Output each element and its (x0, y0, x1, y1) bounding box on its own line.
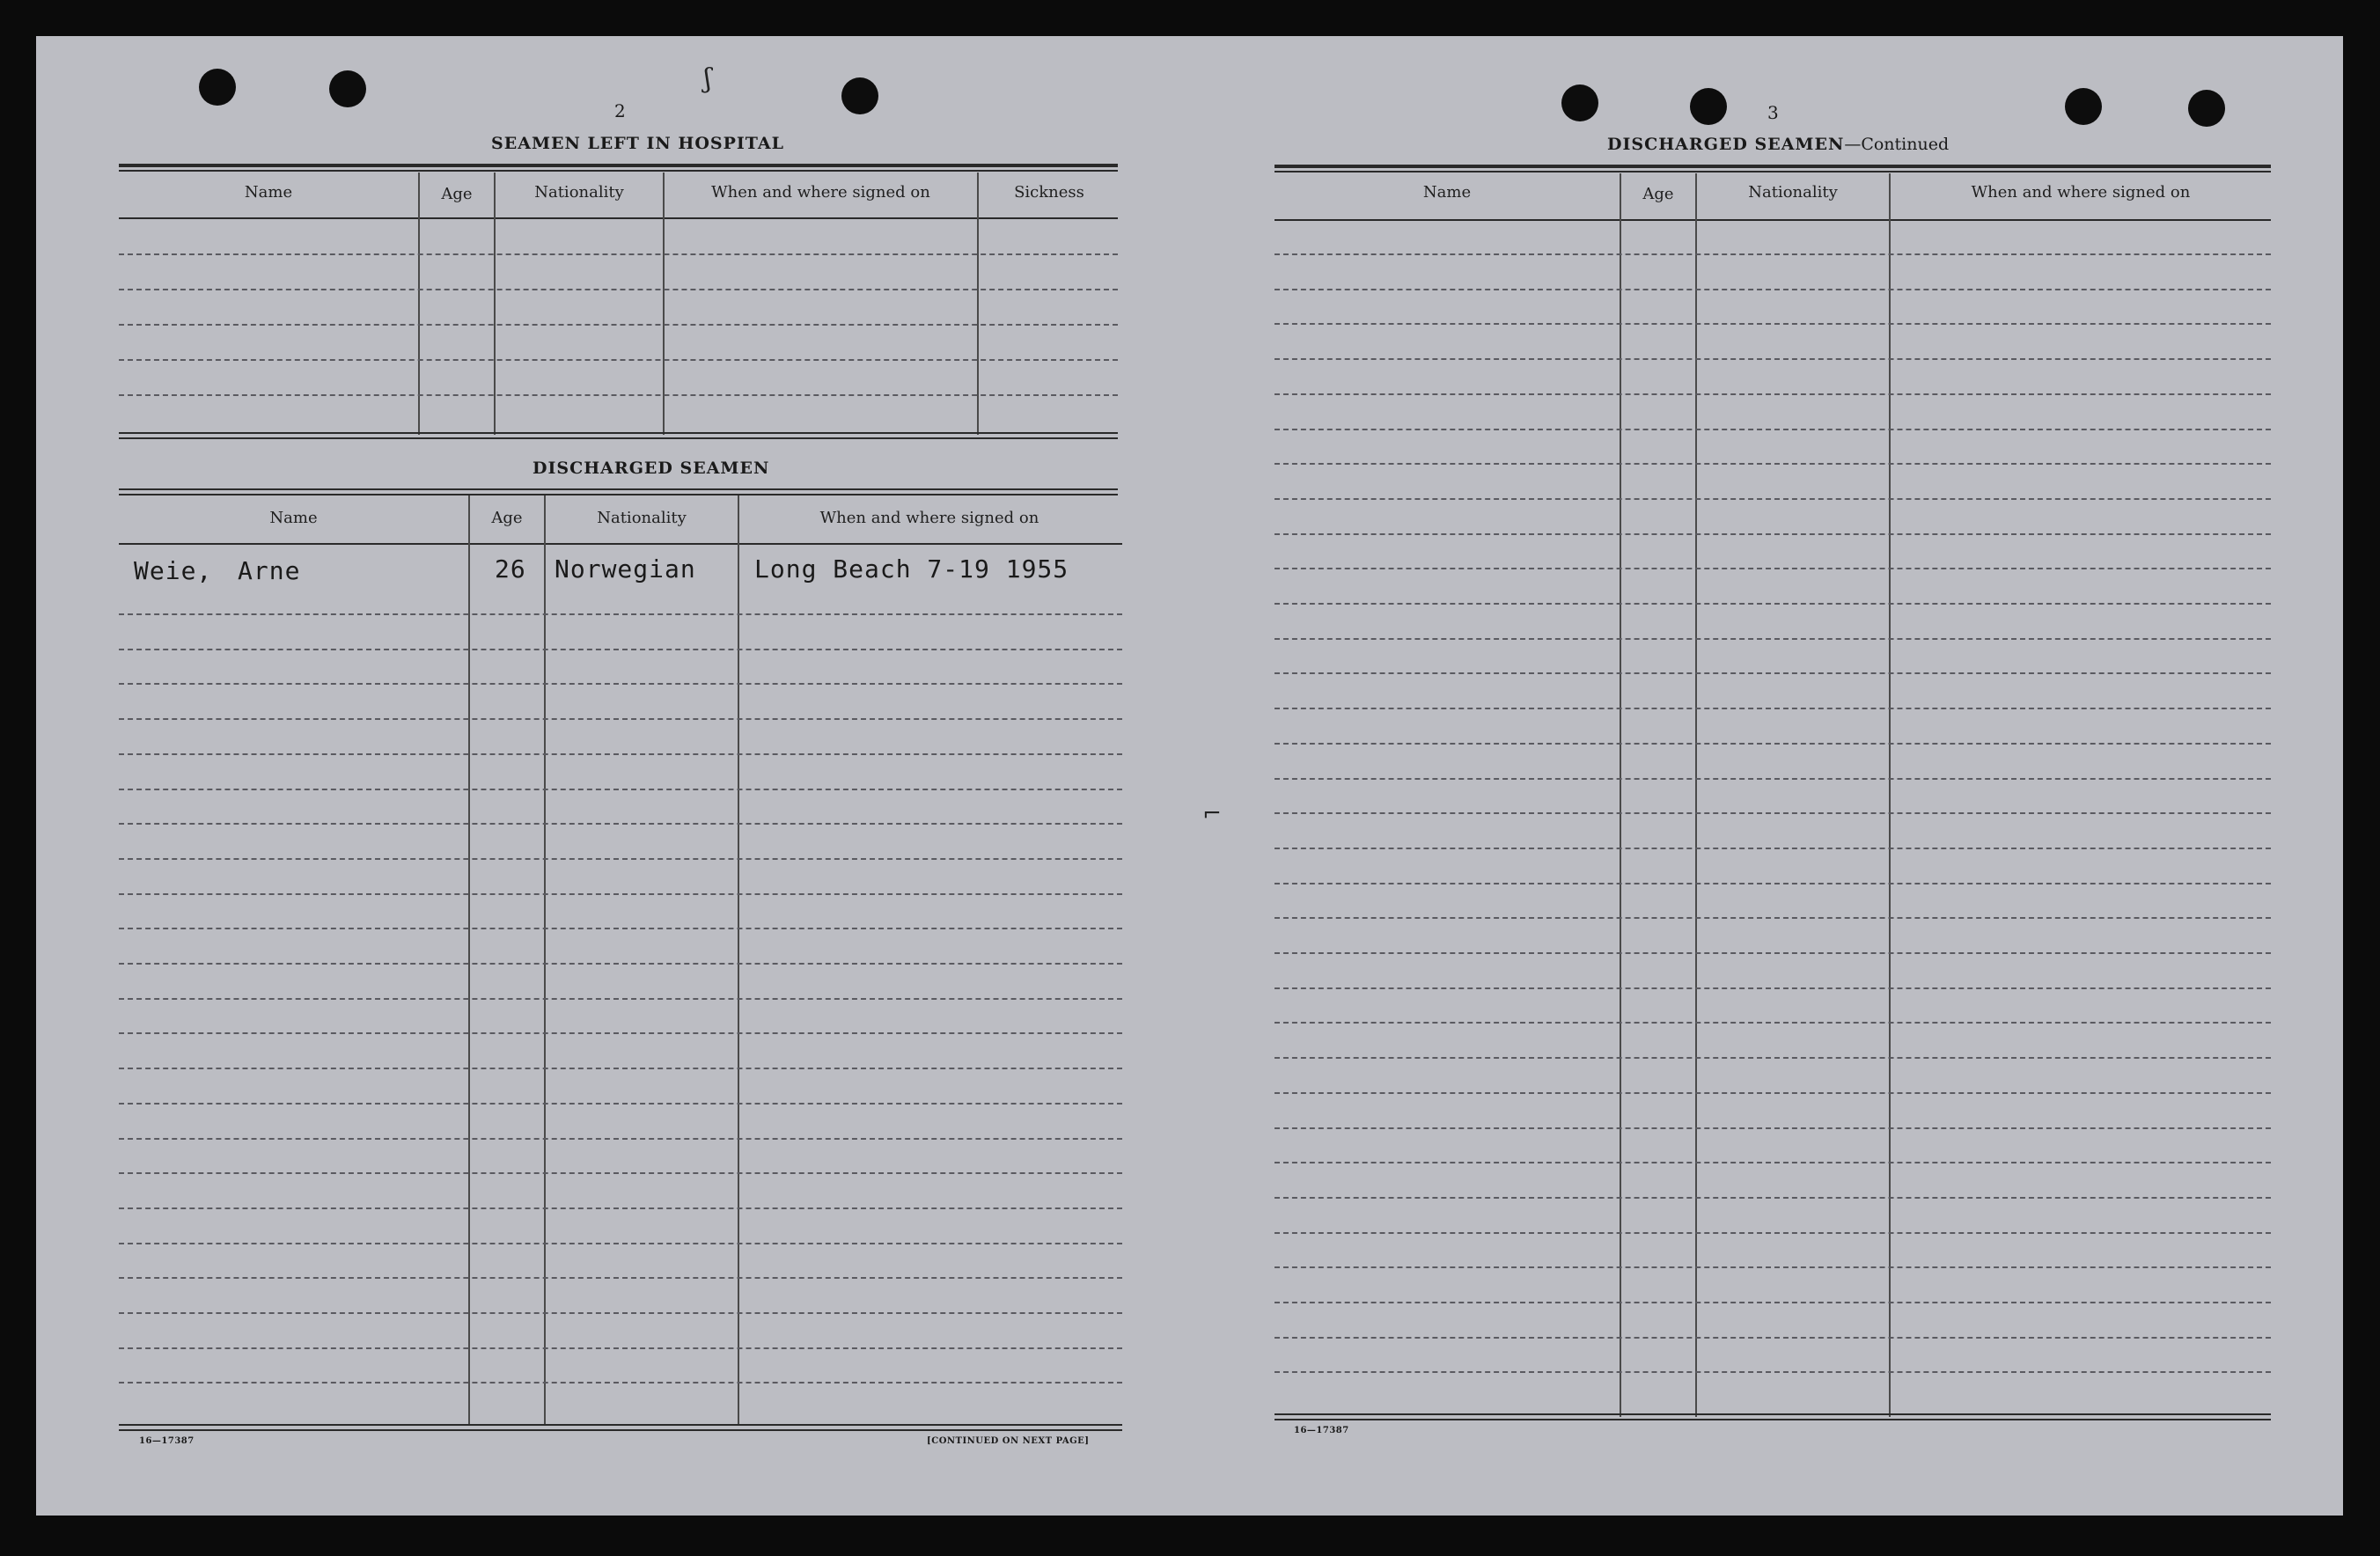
column-header-sickness: Sickness (1014, 183, 1084, 202)
punch-hole (841, 77, 878, 114)
row-rule (1274, 672, 2271, 674)
rule (119, 437, 1118, 439)
row-rule (119, 753, 1122, 755)
row-rule (1274, 533, 2271, 535)
page-number: 3 (1767, 102, 1779, 123)
row-rule (1274, 568, 2271, 569)
row-rule (1274, 1092, 2271, 1094)
title-bold: DISCHARGED SEAMEN (1607, 135, 1845, 154)
entry-nationality: Norwegian (555, 554, 696, 584)
header-rule (119, 217, 1118, 219)
rule (119, 1424, 1122, 1426)
row-rule (119, 1243, 1122, 1244)
row-rule (1274, 638, 2271, 640)
row-rule (1274, 812, 2271, 814)
rule (1274, 171, 2271, 172)
row-rule (1274, 498, 2271, 500)
row-rule (1274, 1162, 2271, 1163)
ink-mark: ʃ (704, 63, 712, 94)
header-rule (1274, 219, 2271, 221)
row-rule (1274, 429, 2271, 430)
row-rule (1274, 708, 2271, 709)
row-rule (119, 394, 1118, 396)
row-rule (119, 683, 1122, 685)
ink-mark: ⌐ (1202, 801, 1222, 827)
punch-hole (329, 70, 366, 107)
row-rule (1274, 987, 2271, 989)
continued-note: [CONTINUED ON NEXT PAGE] (927, 1436, 1090, 1446)
row-rule (119, 1347, 1122, 1349)
row-rule (119, 1103, 1122, 1105)
rule (1274, 1413, 2271, 1415)
row-rule (1274, 778, 2271, 780)
row-rule (119, 289, 1118, 290)
row-rule (1274, 289, 2271, 290)
punch-hole (1690, 88, 1727, 125)
row-rule (119, 858, 1122, 860)
entry-signed-on: Long Beach 7-19 1955 (754, 554, 1069, 584)
row-rule (119, 1138, 1122, 1140)
row-rule (1274, 883, 2271, 884)
row-rule (119, 649, 1122, 650)
column-header-name: Name (1422, 183, 1472, 202)
row-rule (1274, 393, 2271, 395)
row-rule (119, 963, 1122, 965)
row-rule (1274, 358, 2271, 360)
row-rule (119, 1068, 1122, 1069)
title-suffix: —Continued (1844, 135, 1950, 154)
row-rule (1274, 1266, 2271, 1268)
row-rule (119, 359, 1118, 361)
row-rule (1274, 1057, 2271, 1059)
column-header-signed-on: When and where signed on (819, 509, 1039, 527)
column-header-age: Age (441, 185, 473, 203)
discharged-section-title: DISCHARGED SEAMEN (533, 459, 770, 478)
punch-hole (2065, 88, 2102, 125)
column-header-nationality: Nationality (1748, 183, 1838, 202)
column-divider (738, 495, 739, 1426)
row-rule (1274, 323, 2271, 325)
row-rule (119, 1312, 1122, 1314)
column-header-signed-on: When and where signed on (1971, 183, 2191, 202)
entry-surname: Weie, (134, 556, 213, 585)
rule (1274, 1419, 2271, 1420)
document-page (36, 36, 2343, 1516)
rule (119, 432, 1118, 434)
row-rule (119, 1277, 1122, 1279)
row-rule (1274, 1337, 2271, 1339)
row-rule (1274, 1302, 2271, 1303)
form-number: 16—17387 (1294, 1426, 1349, 1435)
column-header-signed-on: When and where signed on (711, 183, 930, 202)
header-rule (119, 543, 1122, 545)
rule (119, 1429, 1122, 1431)
hospital-section-title: SEAMEN LEFT IN HOSPITAL (491, 134, 784, 153)
row-rule (119, 718, 1122, 720)
row-rule (119, 1032, 1122, 1034)
column-header-age: Age (1642, 185, 1674, 203)
row-rule (1274, 253, 2271, 255)
row-rule (1274, 917, 2271, 919)
page-number: 2 (614, 100, 626, 121)
column-header-name: Name (269, 509, 318, 527)
rule (1274, 165, 2271, 168)
row-rule (119, 253, 1118, 255)
row-rule (1274, 463, 2271, 465)
row-rule (1274, 1197, 2271, 1199)
row-rule (119, 893, 1122, 895)
row-rule (1274, 848, 2271, 849)
column-header-nationality: Nationality (597, 509, 687, 527)
row-rule (119, 1382, 1122, 1384)
row-rule (119, 789, 1122, 790)
row-rule (1274, 1232, 2271, 1234)
row-rule (119, 324, 1118, 326)
row-rule (1274, 1371, 2271, 1373)
row-rule (1274, 743, 2271, 745)
column-divider (468, 495, 470, 1426)
entry-age: 26 (495, 554, 526, 584)
row-rule (119, 998, 1122, 1000)
row-rule (119, 823, 1122, 825)
rule (119, 164, 1118, 167)
entry-given-name: Arne (238, 556, 301, 585)
punch-hole (2188, 90, 2225, 127)
column-header-age: Age (491, 509, 523, 527)
row-rule (119, 1172, 1122, 1174)
row-rule (1274, 952, 2271, 954)
row-rule (119, 1207, 1122, 1209)
row-rule (119, 928, 1122, 929)
row-rule (1274, 603, 2271, 605)
punch-hole (199, 69, 236, 106)
row-rule (1274, 1022, 2271, 1024)
rule (119, 488, 1118, 490)
form-number: 16—17387 (139, 1436, 195, 1446)
column-header-nationality: Nationality (534, 183, 624, 202)
column-divider (544, 495, 546, 1426)
rule (119, 170, 1118, 172)
rule (119, 494, 1118, 495)
discharged-continued-title (1607, 135, 1949, 154)
row-rule (1274, 1127, 2271, 1129)
punch-hole (1561, 84, 1598, 121)
row-rule (119, 613, 1122, 615)
column-header-name: Name (244, 183, 293, 202)
